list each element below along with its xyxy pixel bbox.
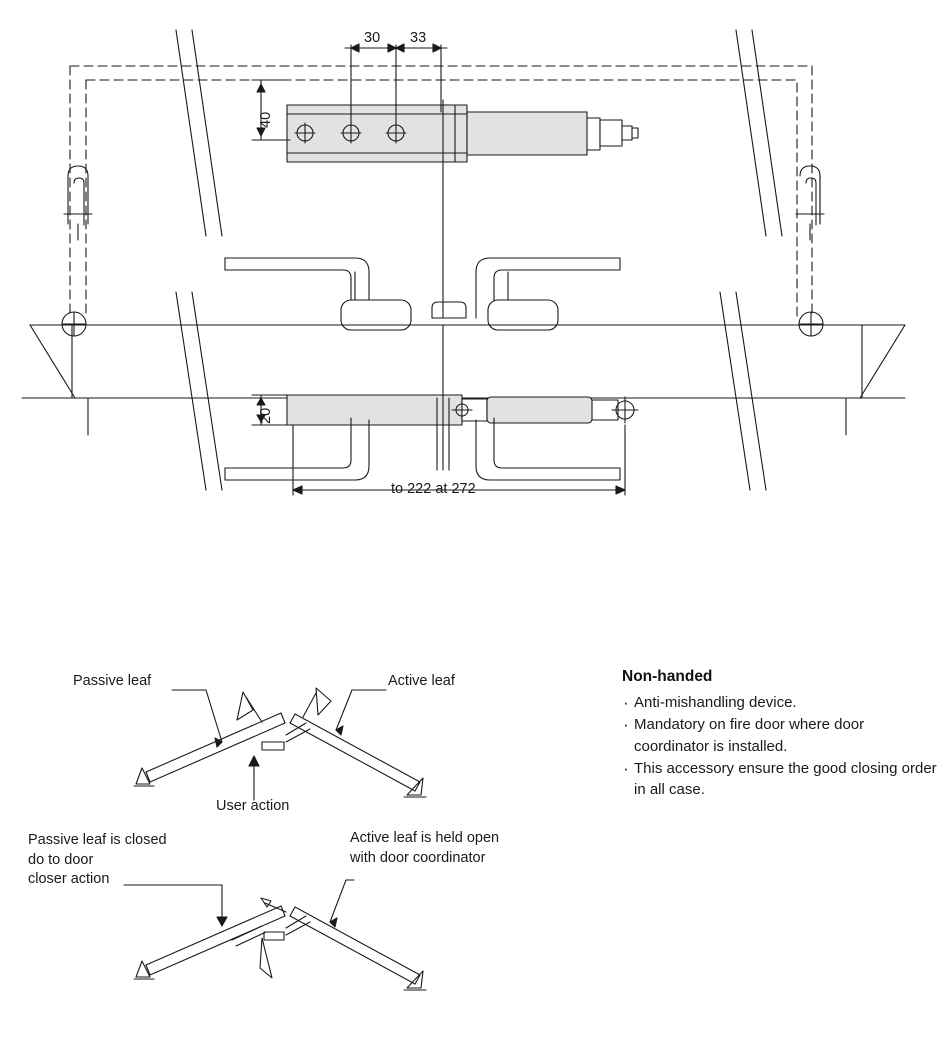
label-passive-closed [28,831,228,890]
notes-list [622,692,938,800]
label-active-leaf: Active leaf [388,673,455,689]
dim-33: 33 [410,30,427,46]
label-active-held-open [350,829,565,868]
dim-20: 20 [258,407,274,424]
elevation-view-group [22,258,905,495]
label-active-held-line1: Active leaf is held open [350,830,500,846]
dim-40: 40 [258,111,274,128]
label-passive-leaf: Passive leaf [73,673,152,689]
label-passive-closed-line2: do to door [28,851,94,868]
label-user-action: User action [216,798,290,814]
label-active-held-line2: with door coordinator [350,849,486,866]
dim-overall-range: to 222 at 272 [391,481,476,497]
label-passive-closed-line3: closer action [28,871,110,888]
note-item: · Anti-mishandling device. [622,692,938,713]
schematic-coordinator-hold-group [124,880,426,990]
note-item: · Mandatory on fire door where door coordinator is installed. [622,714,938,757]
top-view-group [64,30,824,318]
schematic-open-leaves-group [134,688,426,800]
dim-30: 30 [364,30,381,46]
notes-panel [622,668,938,801]
notes-heading: Non-handed [622,668,713,685]
note-item: · This accessory ensure the good closing order in all case. [622,758,938,801]
label-passive-closed-line1: Passive leaf is closed [28,832,167,848]
